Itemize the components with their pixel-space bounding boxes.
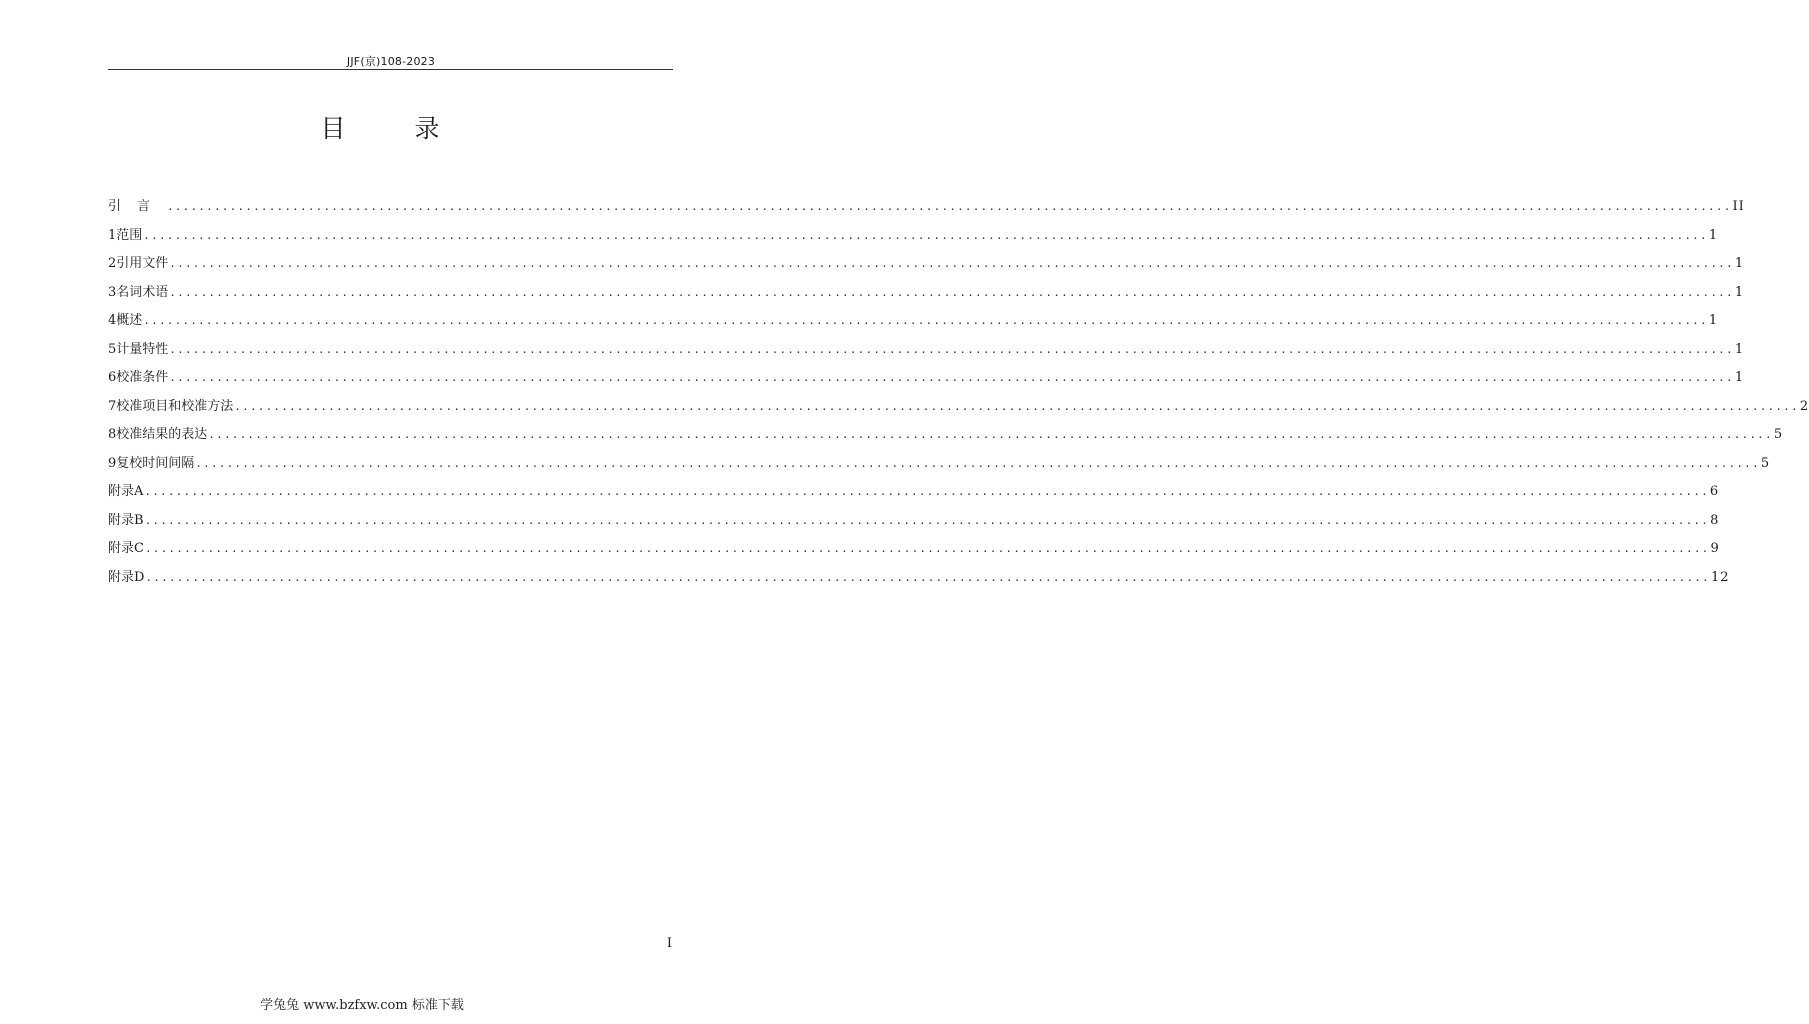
toc-entry-page: 8 bbox=[1710, 512, 1720, 528]
toc-leader-dots: ........................................................................................................................................................................................................ bbox=[169, 371, 1734, 384]
toc-entry[interactable] bbox=[108, 197, 1745, 226]
document-code: JJF(京)108-2023 bbox=[346, 55, 436, 68]
toc-entry-label: 范围 bbox=[116, 227, 143, 243]
watermark-text: 学兔兔 www.bzfxw.com 标准下载 bbox=[260, 998, 464, 1013]
toc-entry-label: 概述 bbox=[116, 313, 143, 328]
toc-entry-label: 计量特性 bbox=[116, 341, 169, 357]
toc-entry[interactable] bbox=[108, 482, 1720, 511]
header-divider bbox=[108, 69, 673, 70]
toc-entry-page: 1 bbox=[1734, 256, 1745, 271]
toc-entry-page: 6 bbox=[1709, 484, 1720, 499]
toc-entry-number: 7 bbox=[108, 398, 117, 414]
toc-entry-page: 12 bbox=[1710, 569, 1730, 585]
toc-entry-page: 1 bbox=[1708, 227, 1719, 243]
toc-entry-number: 9 bbox=[108, 455, 117, 471]
toc-entry-label: 引用文件 bbox=[116, 256, 169, 271]
toc-entry-number: 2 bbox=[108, 256, 117, 271]
toc-entry-label: 校准结果的表达 bbox=[116, 427, 208, 442]
toc-leader-dots: ........................................................................................................................................................................................................ bbox=[167, 200, 1732, 213]
toc-leader-dots: ........................................................................................................................................................................................................ bbox=[169, 257, 1734, 270]
toc-entry-label: 引言 bbox=[108, 199, 167, 214]
toc-leader-dots: ........................................................................................................................................................................................................ bbox=[169, 342, 1734, 356]
toc-entry[interactable] bbox=[108, 340, 1745, 369]
toc-entry-number: 5 bbox=[108, 341, 117, 357]
toc-entry[interactable] bbox=[108, 425, 1784, 454]
toc-entry-label: 复校时间间隔 bbox=[116, 455, 195, 471]
toc-entry-page: 1 bbox=[1708, 313, 1719, 328]
toc-entry-label: 附录B bbox=[108, 512, 144, 528]
toc-entry-page: 1 bbox=[1734, 341, 1745, 357]
page-number: I bbox=[666, 936, 672, 951]
toc-entry[interactable] bbox=[108, 454, 1771, 483]
toc-leader-dots: ........................................................................................................................................................................................................ bbox=[145, 570, 1710, 584]
toc-entry[interactable] bbox=[108, 568, 1730, 597]
toc-entry[interactable] bbox=[108, 226, 1719, 255]
toc-leader-dots: ........................................................................................................................................................................................................ bbox=[144, 485, 1709, 498]
toc-leader-dots: ........................................................................................................................................................................................................ bbox=[144, 542, 1710, 555]
toc-entry-page: 1 bbox=[1734, 284, 1745, 300]
toc-entry-label: 附录D bbox=[108, 569, 145, 585]
toc-entry[interactable] bbox=[108, 539, 1720, 568]
toc-entry-page: 5 bbox=[1773, 427, 1784, 442]
toc-entry[interactable] bbox=[108, 283, 1745, 312]
toc-entry-page: 5 bbox=[1760, 455, 1771, 471]
toc-entry-label: 附录C bbox=[108, 541, 144, 556]
toc-entry-page: 1 bbox=[1734, 370, 1745, 385]
toc-entry-number: 6 bbox=[108, 370, 117, 385]
toc-entry-page: II bbox=[1732, 199, 1745, 214]
toc-entry-number: 1 bbox=[108, 227, 117, 243]
toc-leader-dots: ........................................................................................................................................................................................................ bbox=[169, 285, 1734, 299]
toc-leader-dots: ........................................................................................................................................................................................................ bbox=[143, 228, 1708, 242]
table-of-contents bbox=[108, 197, 1809, 596]
toc-entry-page: 9 bbox=[1710, 541, 1720, 556]
toc-entry-label: 名词术语 bbox=[116, 284, 169, 300]
toc-leader-dots: ........................................................................................................................................................................................................ bbox=[208, 428, 1773, 441]
toc-entry-label: 校准项目和校准方法 bbox=[116, 398, 234, 414]
toc-entry-number: 4 bbox=[108, 313, 117, 328]
toc-leader-dots: ........................................................................................................................................................................................................ bbox=[143, 314, 1708, 327]
toc-entry-number: 3 bbox=[108, 284, 117, 300]
toc-leader-dots: ........................................................................................................................................................................................................ bbox=[195, 456, 1760, 470]
toc-entry-label: 附录A bbox=[108, 484, 144, 499]
toc-entry-label: 校准条件 bbox=[116, 370, 169, 385]
toc-entry[interactable] bbox=[108, 368, 1745, 397]
toc-entry[interactable] bbox=[108, 397, 1809, 426]
toc-entry[interactable] bbox=[108, 311, 1719, 340]
toc-entry[interactable] bbox=[108, 511, 1720, 540]
page-title: 目 录 bbox=[320, 113, 462, 143]
toc-entry-page: 2 bbox=[1799, 398, 1809, 414]
toc-entry[interactable] bbox=[108, 254, 1745, 283]
toc-leader-dots: ........................................................................................................................................................................................................ bbox=[144, 513, 1710, 527]
toc-entry-number: 8 bbox=[108, 427, 117, 442]
toc-leader-dots: ........................................................................................................................................................................................................ bbox=[234, 399, 1799, 413]
